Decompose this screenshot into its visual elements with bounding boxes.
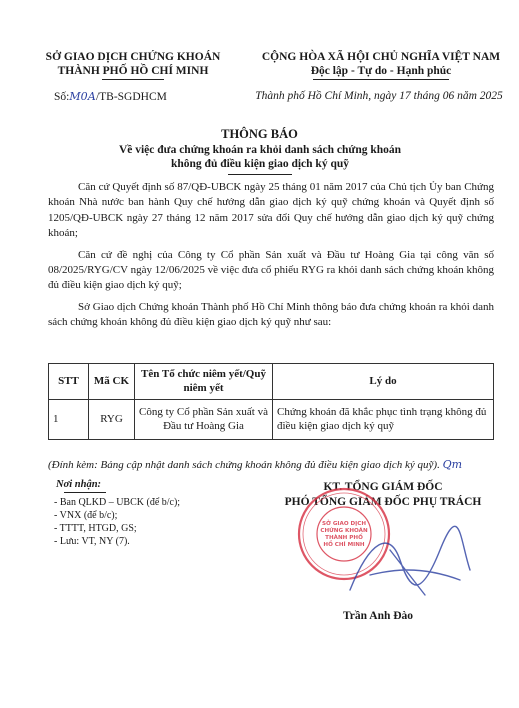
cell-reason: Chứng khoán đã khắc phục tình trạng không đủ điều kiện giao dịch ký quỹ <box>273 400 494 440</box>
seal-text-1: SỞ GIAO DỊCH <box>321 521 367 527</box>
attachment-initials: Qm <box>442 458 463 471</box>
securities-table <box>48 363 494 440</box>
list-item: - VNX (để b/c); <box>54 510 118 521</box>
seal-text-3: THÀNH PHỐ <box>325 535 363 541</box>
col-header-stt: STT <box>49 364 89 400</box>
list-item: - TTTT, HTGD, GS; <box>54 523 137 534</box>
body-paragraph-2: Căn cứ đề nghị của Công ty Cổ phần Sản xuất và Đầu tư Hoàng Gia tại công văn số 08/2025/RYG/CV ngày 12/06/2025 về việc đưa cổ phiếu RYG ra khỏi danh sách chứng khoán không đủ điều kiện giao dịch ký quỹ; <box>48 248 494 292</box>
cell-code: RYG <box>89 400 135 440</box>
subtitle-line-1: Về việc đưa chứng khoán ra khỏi danh sách chứng khoán <box>118 144 402 156</box>
list-item: - Lưu: VT, NY (7). <box>54 536 130 547</box>
attachment-text: (Đính kèm: Bảng cập nhật danh sách chứng khoán không đủ điều kiện giao dịch ký quỹ). <box>48 459 440 471</box>
table-header-row <box>49 364 494 400</box>
doc-no-suffix: /TB-SGDHCM <box>95 91 167 103</box>
col-header-code: Mã CK <box>89 364 135 400</box>
attachment-note <box>48 458 462 471</box>
list-item: - Ban QLKD – UBCK (để b/c); <box>54 497 181 508</box>
document-body <box>48 180 494 337</box>
body-paragraph-1: Căn cứ Quyết định số 87/QĐ-UBCK ngày 25 tháng 01 năm 2017 của Chủ tịch Ủy ban Chứng khoán Nhà nước ban hành Quy chế hướng dẫn giao dịch ký quỹ chứng khoán và Quyết định số 1205/QĐ-UBCK ngày 27 tháng 12 năm 2017 sửa đổi Quy chế hướng dẫn giao dịch ký quỹ chứng khoán; <box>48 181 494 240</box>
seal-text-4: HỒ CHÍ MINH <box>323 542 365 548</box>
col-header-issuer: Tên Tổ chức niêm yết/Quỹ niêm yết <box>135 364 273 400</box>
org-line-2: THÀNH PHỐ HỒ CHÍ MINH <box>57 65 209 77</box>
doc-no-handwritten: М0А <box>69 90 96 103</box>
title-underline <box>228 174 292 175</box>
issuing-organization <box>18 50 248 80</box>
nation-line-1: CỘNG HÒA XÃ HỘI CHỦ NGHĨA VIỆT NAM <box>261 51 501 63</box>
document-number <box>54 90 167 103</box>
seal-text-2: CHỨNG KHOÁN <box>320 528 368 534</box>
signer-name: Trần Anh Đào <box>342 610 414 622</box>
signature-position-2: PHÓ TỔNG GIÁM ĐỐC PHỤ TRÁCH <box>284 496 482 508</box>
cell-issuer: Công ty Cổ phần Sản xuất và Đầu tư Hoàng Gia <box>135 400 273 440</box>
doc-no-prefix: Số: <box>54 91 70 103</box>
signature-position-1: KT. TỔNG GIÁM ĐỐC <box>323 481 443 493</box>
national-motto <box>250 50 512 80</box>
table-row <box>49 400 494 440</box>
col-header-reason: Lý do <box>273 364 494 400</box>
nation-line-2: Độc lập - Tự do - Hạnh phúc <box>310 65 452 77</box>
document-title: THÔNG BÁO <box>221 127 298 141</box>
subtitle-line-2: không đủ điều kiện giao dịch ký quỹ <box>170 158 349 170</box>
cell-stt: 1 <box>49 400 89 440</box>
recipients-block <box>50 478 180 548</box>
handwritten-signature-icon <box>330 520 480 610</box>
org-line-1: SỞ GIAO DỊCH CHỨNG KHOÁN <box>45 51 221 63</box>
document-subtitle <box>60 143 460 171</box>
recipients-underline <box>64 492 106 493</box>
org-underline <box>102 79 164 80</box>
date-line: Thành phố Hồ Chí Minh, ngày 17 tháng 06 năm 2025 <box>255 90 503 102</box>
body-paragraph-3: Sở Giao dịch Chứng khoán Thành phố Hồ Chí Minh thông báo đưa chứng khoán ra khỏi danh sách chứng khoán không đủ điều kiện giao dịch ký quỹ như sau: <box>48 300 494 329</box>
recipients-label: Nơi nhận: <box>56 479 102 490</box>
motto-underline <box>313 79 449 80</box>
